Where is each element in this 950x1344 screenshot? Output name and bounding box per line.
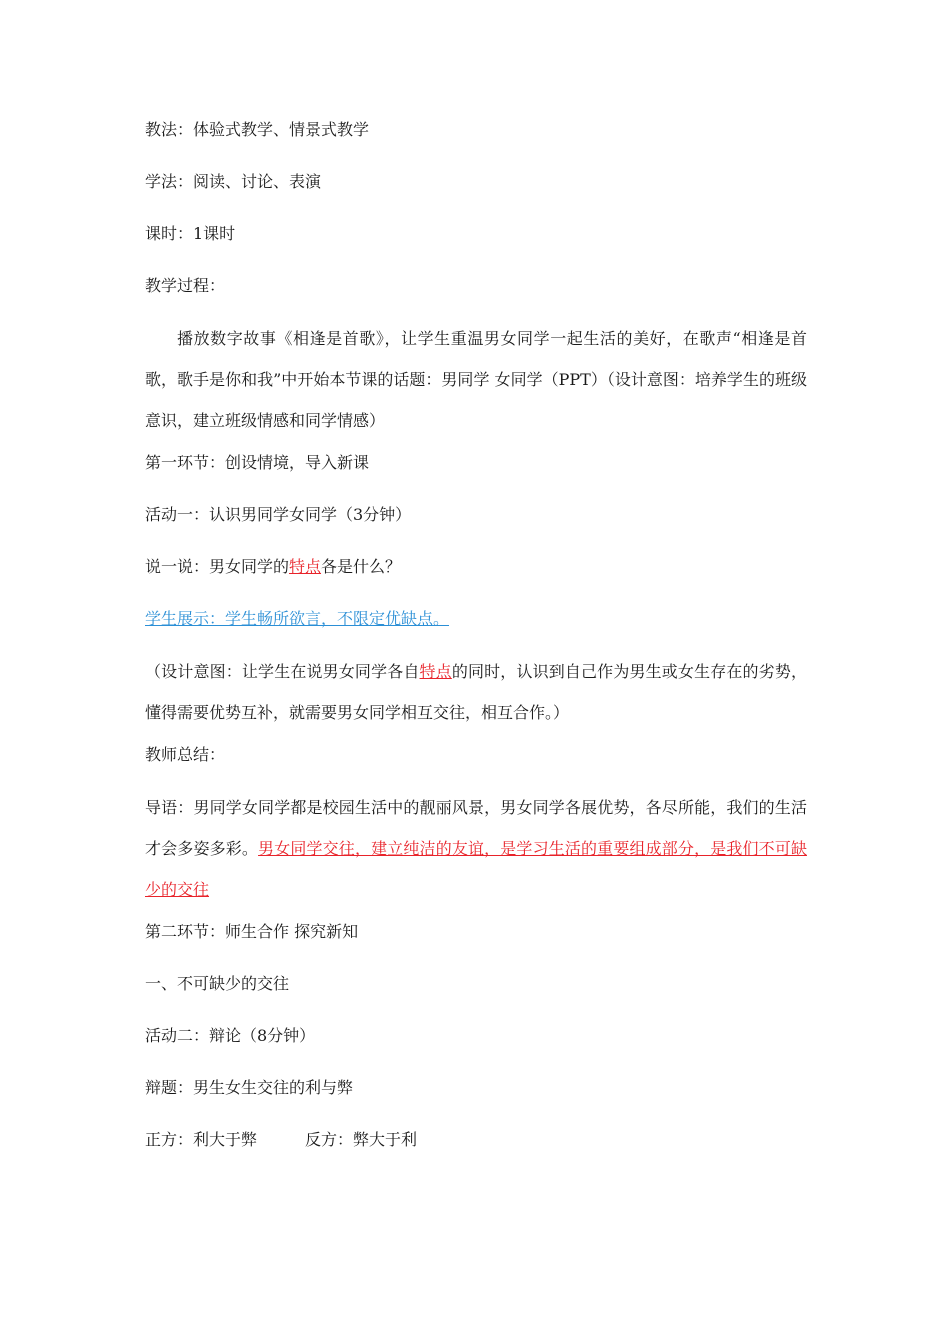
say-highlight: 特点 — [289, 557, 322, 576]
design-intent-paragraph — [145, 651, 807, 733]
say-prefix: 说一说：男女同学的 — [145, 557, 290, 576]
guide-paragraph — [145, 787, 807, 910]
say-question-line — [145, 557, 807, 577]
design-suffix: 的同时，认识到自己作为男生或女生存在的劣势，懂得需要优势互补，就需要男女同学相互交往，相互合作。） — [145, 662, 807, 722]
teacher-summary-line: 教师总结： — [145, 745, 226, 764]
activity1-line: 活动一：认识男同学女同学（3分钟） — [145, 505, 412, 524]
guide-text: 导语：男同学女同学都是校园生活中的靓丽风景，男女同学各展优势，各尽所能，我们的生活才会多姿多彩。 — [145, 798, 807, 858]
student-show-text: 学生展示：学生畅所欲言，不限定优缺点。 — [145, 609, 450, 628]
design-prefix: （设计意图：让学生在说男女同学各自 — [145, 662, 420, 681]
teaching-method-line: 教法：体验式教学、情景式教学 — [145, 120, 370, 139]
debate-topic-line: 辩题：男生女生交往的利与弊 — [145, 1078, 354, 1097]
section2-subtitle: 一、不可缺少的交往 — [145, 974, 290, 993]
student-show-line — [145, 609, 807, 629]
pro-side: 正方：利大于弊 — [145, 1130, 258, 1149]
guide-highlight: 男女同学交往，建立纯洁的友谊，是学习生活的重要组成部分，是我们不可缺少的交往 — [145, 839, 807, 899]
debate-sides-line — [145, 1130, 807, 1150]
say-suffix: 各是什么？ — [321, 557, 402, 576]
process-heading: 教学过程： — [145, 276, 226, 295]
con-side: 反方：弊大于利 — [305, 1130, 418, 1149]
document-page — [145, 120, 807, 1182]
design-highlight: 特点 — [419, 662, 452, 681]
learning-method-line: 学法：阅读、讨论、表演 — [145, 172, 322, 191]
section1-title: 第一环节：创设情境，导入新课 — [145, 453, 370, 472]
activity2-line: 活动二：辩论（8分钟） — [145, 1026, 316, 1045]
intro-paragraph: 播放数字故事《相逢是首歌》，让学生重温男女同学一起生活的美好，在歌声“相逢是首歌，歌手是你和我”中开始本节课的话题：男同学 女同学（PPT）（设计意图：培养学生的班级意识，建立班级情感和同学情感） — [145, 329, 807, 430]
section2-title: 第二环节：师生合作 探究新知 — [145, 922, 359, 941]
class-hours-line: 课时：1课时 — [145, 224, 236, 243]
